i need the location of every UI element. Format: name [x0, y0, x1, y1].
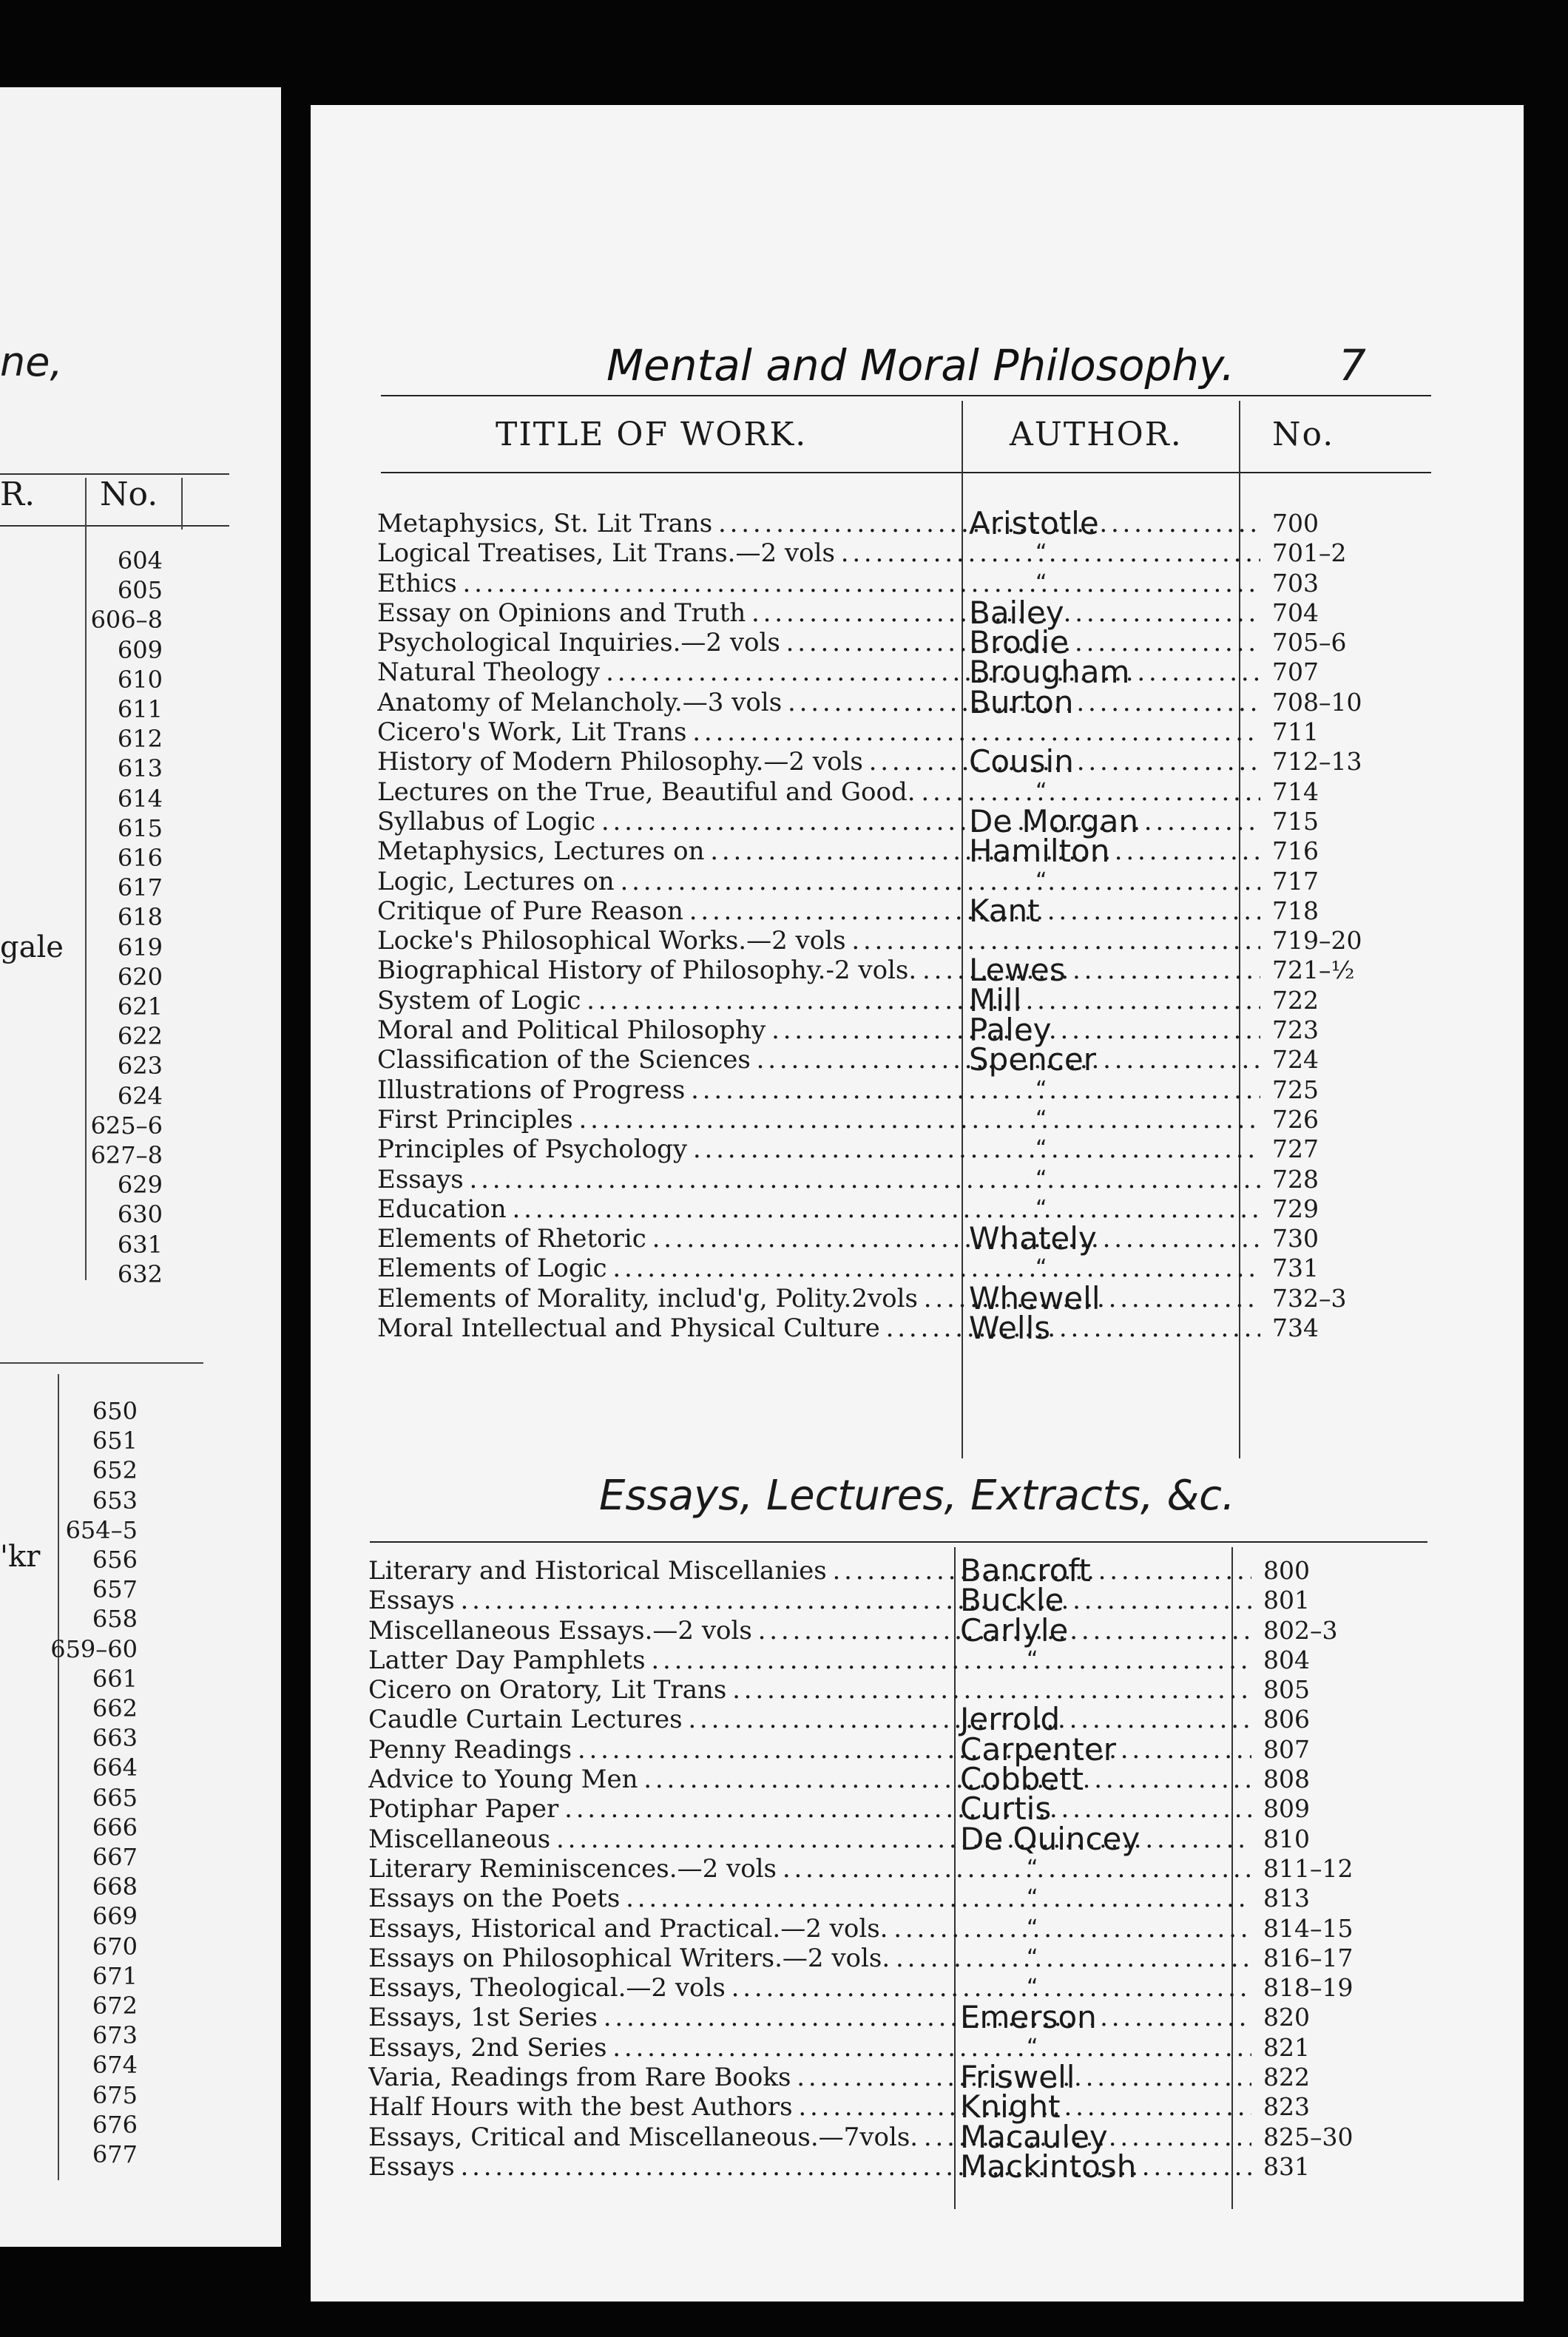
previous-page-number: 618	[117, 903, 163, 932]
previous-page-number: 615	[117, 814, 163, 842]
list-item	[302, 2033, 1515, 2063]
work-title: Essays on Philosophical Writers.—2 vols. . . .	[368, 1944, 1251, 1973]
work-title: Cicero's Work, Lit Trans . . .	[377, 717, 1260, 747]
author-name: Buckle	[960, 1582, 1064, 1619]
list-item	[311, 981, 1524, 1018]
previous-page-side-fragment: 'kr	[0, 1540, 41, 1574]
author-name: Cousin	[969, 743, 1074, 780]
catalog-number: 801	[1263, 1586, 1310, 1615]
list-item	[311, 952, 1524, 989]
catalog-number: 823	[1263, 2092, 1310, 2122]
work-title: Literary Reminiscences.—2 vols . . .	[368, 1854, 1251, 1884]
catalog-number: 725	[1272, 1075, 1319, 1104]
work-title: Essays, Historical and Practical.—2 vols. . . .	[368, 1914, 1251, 1944]
catalog-number: 820	[1263, 2003, 1310, 2032]
author-name: Emerson	[960, 1999, 1097, 2036]
list-item	[302, 1675, 1515, 1705]
catalog-number: 813	[1263, 1884, 1310, 1913]
previous-page-number: 613	[117, 754, 163, 783]
work-title: Moral and Political Philosophy . . .	[377, 1015, 1260, 1045]
catalog-number: 726	[1272, 1104, 1319, 1134]
work-title: Anatomy of Melancholy.—3 vols . . .	[377, 688, 1260, 717]
author-name: Cobbett	[960, 1761, 1084, 1798]
previous-page-number: 651	[92, 1427, 138, 1455]
list-item	[302, 1884, 1515, 1913]
previous-page-heading: ne,	[0, 339, 63, 385]
author-name: “	[1035, 1195, 1047, 1222]
catalog-number: 715	[1272, 806, 1319, 836]
author-name: Whewell	[969, 1279, 1101, 1316]
previous-page-number: 630	[117, 1200, 163, 1229]
previous-page-number: 674	[92, 2051, 138, 2080]
author-name: Curtis	[960, 1790, 1052, 1827]
previous-page-number: 676	[92, 2110, 138, 2139]
list-item	[302, 2118, 1515, 2155]
list-item	[311, 538, 1524, 568]
previous-page-number: 668	[92, 1873, 138, 1901]
catalog-number: 730	[1272, 1224, 1319, 1254]
work-title: Penny Readings . . .	[368, 1735, 1251, 1765]
previous-page-number: 621	[117, 992, 163, 1021]
work-title: Essays . . .	[377, 1165, 1260, 1194]
author-name: “	[1035, 569, 1047, 596]
catalog-number: 811–12	[1263, 1853, 1354, 1883]
author-name: “	[1035, 540, 1047, 567]
list-item	[311, 683, 1524, 720]
previous-page-numbers-top	[74, 546, 163, 1289]
catalog-number: 807	[1263, 1734, 1310, 1764]
work-title: Essay on Opinions and Truth . . .	[377, 598, 1260, 628]
work-title: Illustrations of Progress . . .	[377, 1075, 1260, 1105]
author-name: Whately	[969, 1220, 1097, 1257]
list-item	[302, 1731, 1515, 1768]
previous-page-number: 631	[117, 1230, 163, 1259]
column-header-rule	[381, 472, 1431, 473]
previous-page-number: 669	[92, 1902, 138, 1931]
author-name: “	[1027, 1885, 1038, 1912]
list-item	[311, 594, 1524, 631]
list-item	[311, 1279, 1524, 1316]
list-item	[311, 1134, 1524, 1164]
list-item	[302, 1854, 1515, 1884]
previous-page-number: 658	[92, 1605, 138, 1634]
work-title: Elements of Morality, includ'g, Polity.2vols . . .	[377, 1284, 1260, 1313]
list-item	[311, 505, 1524, 541]
list-item	[311, 833, 1524, 870]
author-name: Aristotle	[969, 505, 1099, 541]
catalog-number: 731	[1272, 1254, 1319, 1283]
author-name: Spencer	[969, 1041, 1096, 1078]
previous-page-number: 617	[117, 873, 163, 902]
work-title: Essays, Critical and Miscellaneous.—7vols. . . .	[368, 2123, 1251, 2152]
section-rule	[370, 1541, 1427, 1543]
work-title: First Principles . . .	[377, 1105, 1260, 1134]
catalog-number: 810	[1263, 1824, 1310, 1853]
list-item	[311, 777, 1524, 807]
work-title: Metaphysics, Lectures on . . .	[377, 836, 1260, 866]
previous-page-number: 657	[92, 1575, 138, 1604]
catalog-number: 704	[1272, 598, 1319, 627]
catalog-number: 728	[1272, 1164, 1319, 1194]
catalog-number: 831	[1263, 2151, 1310, 2181]
list-item	[311, 1041, 1524, 1078]
previous-page-side-fragment: gale	[0, 930, 64, 964]
previous-page-number: 671	[92, 1961, 138, 1990]
divider	[0, 1362, 203, 1364]
previous-page-number: 652	[92, 1456, 138, 1485]
author-name: Carpenter	[960, 1731, 1117, 1768]
previous-page-number: 654–5	[65, 1515, 138, 1544]
work-title: System of Logic . . .	[377, 986, 1260, 1015]
author-name: “	[1035, 1166, 1047, 1192]
catalog-number: 722	[1272, 985, 1319, 1015]
list-item	[311, 926, 1524, 956]
previous-page-number: 622	[117, 1022, 163, 1051]
catalog-number: 712–13	[1272, 747, 1362, 777]
catalog-number: 802–3	[1263, 1615, 1338, 1645]
work-title: Logical Treatises, Lit Trans.—2 vols . . .	[377, 538, 1260, 568]
column-header-author: AUTHOR.	[1010, 416, 1183, 453]
list-item	[311, 1194, 1524, 1224]
catalog-number: 734	[1272, 1313, 1319, 1343]
previous-page-number: 627–8	[90, 1141, 163, 1170]
work-title: Biographical History of Philosophy.-2 vols. . . .	[377, 956, 1260, 985]
catalog-number: 708–10	[1272, 687, 1362, 717]
list-item	[311, 569, 1524, 598]
author-name: “	[1035, 778, 1047, 805]
list-item	[302, 1790, 1515, 1827]
previous-page-number: 616	[117, 844, 163, 873]
catalog-number: 719–20	[1272, 926, 1362, 956]
catalog-number: 723	[1272, 1015, 1319, 1045]
author-name: Kant	[969, 892, 1040, 929]
previous-page-number: 653	[92, 1486, 138, 1515]
work-title: Lectures on the True, Beautiful and Good. . . .	[377, 777, 1260, 807]
author-name: “	[1027, 1855, 1038, 1881]
work-title: Principles of Psychology . . .	[377, 1134, 1260, 1164]
list-item	[311, 624, 1524, 661]
philosophy-list	[311, 505, 1524, 1347]
list-item	[302, 2089, 1515, 2125]
previous-page-number: 610	[117, 665, 163, 694]
catalog-number: 808	[1263, 1765, 1310, 1794]
previous-page-number: 662	[92, 1694, 138, 1723]
divider	[0, 525, 229, 527]
author-name: Friswell	[960, 2059, 1075, 2096]
author-name: Bailey	[969, 594, 1064, 631]
catalog-number: 718	[1272, 896, 1319, 925]
work-title: Essays, 1st Series . . .	[368, 2003, 1251, 2032]
previous-page-number: 663	[92, 1724, 138, 1753]
work-title: Natural Theology . . .	[377, 657, 1260, 687]
work-title: Metaphysics, St. Lit Trans . . .	[377, 509, 1260, 538]
previous-page-number: 604	[117, 547, 163, 575]
previous-page-number: 632	[117, 1259, 163, 1288]
work-title: Education . . .	[377, 1194, 1260, 1224]
author-name: “	[1027, 1646, 1038, 1673]
previous-page-number: 665	[92, 1783, 138, 1812]
work-title: Psychological Inquiries.—2 vols . . .	[377, 628, 1260, 657]
catalog-number: 705–6	[1272, 628, 1347, 657]
author-name: Jerrold	[960, 1701, 1061, 1738]
list-item	[311, 1012, 1524, 1049]
previous-page-number: 612	[117, 725, 163, 754]
list-item	[302, 1944, 1515, 1973]
author-name: Knight	[960, 2089, 1061, 2125]
previous-page-number: 675	[92, 2080, 138, 2109]
catalog-number: 701–2	[1272, 538, 1347, 568]
list-item	[302, 1611, 1515, 1648]
author-name: “	[1035, 1076, 1047, 1103]
list-item	[311, 717, 1524, 747]
list-item	[302, 1552, 1515, 1589]
work-title: Half Hours with the best Authors . . .	[368, 2092, 1251, 2122]
list-item	[302, 2059, 1515, 2096]
work-title: Essays, Theological.—2 vols . . .	[368, 1973, 1251, 2003]
column-header-no: No.	[1272, 416, 1335, 453]
catalog-number: 805	[1263, 1675, 1310, 1705]
catalog-number: 700	[1272, 509, 1319, 538]
previous-page-number: 623	[117, 1052, 163, 1080]
author-name: Mill	[969, 981, 1022, 1018]
catalog-number: 707	[1272, 657, 1319, 687]
previous-page-number: 666	[92, 1813, 138, 1841]
catalog-number: 821	[1263, 2032, 1310, 2062]
divider	[0, 473, 229, 475]
list-item	[311, 1105, 1524, 1134]
author-name: Hamilton	[969, 833, 1110, 870]
author-name: “	[1027, 1944, 1038, 1971]
catalog-number: 814–15	[1263, 1913, 1354, 1943]
catalog-number: 809	[1263, 1794, 1310, 1824]
author-name: “	[1035, 1255, 1047, 1282]
author-name: Mackintosh	[960, 2148, 1137, 2185]
catalog-page	[311, 105, 1524, 2302]
list-item	[302, 1701, 1515, 1738]
previous-page-number: 673	[92, 2021, 138, 2050]
catalog-number: 825–30	[1263, 2122, 1354, 2151]
previous-page-number: 667	[92, 1843, 138, 1872]
author-name: “	[1035, 1106, 1047, 1132]
catalog-number: 721–½	[1272, 956, 1355, 985]
catalog-number: 732–3	[1272, 1283, 1347, 1313]
work-title: Ethics . . .	[377, 569, 1260, 598]
previous-page-number: 661	[92, 1664, 138, 1693]
previous-page-number: 659–60	[50, 1634, 138, 1663]
author-name: Paley	[969, 1012, 1052, 1049]
previous-page-number: 611	[117, 695, 163, 724]
catalog-number: 729	[1272, 1194, 1319, 1223]
author-name: Wells	[969, 1310, 1051, 1347]
author-name: “	[1027, 1915, 1038, 1941]
previous-page-numbers-bottom	[49, 1396, 138, 2169]
previous-page-number: 650	[92, 1397, 138, 1425]
previous-page-column-label-fragment: R.	[0, 476, 36, 513]
work-title: Miscellaneous Essays.—2 vols . . .	[368, 1616, 1251, 1646]
list-item	[311, 1075, 1524, 1105]
list-item	[302, 1761, 1515, 1798]
work-title: Caudle Curtain Lectures . . .	[368, 1705, 1251, 1734]
catalog-number: 714	[1272, 777, 1319, 806]
work-title: Syllabus of Logic . . .	[377, 807, 1260, 836]
work-title: Essays . . .	[368, 2152, 1251, 2182]
work-title: History of Modern Philosophy.—2 vols . . .	[377, 747, 1260, 777]
catalog-number: 703	[1272, 568, 1319, 598]
header-rule	[381, 395, 1431, 396]
previous-page-number: 624	[117, 1081, 163, 1110]
list-item	[302, 1820, 1515, 1857]
catalog-number: 800	[1263, 1556, 1310, 1585]
catalog-number: 822	[1263, 2063, 1310, 2092]
work-title: Latter Day Pamphlets . . .	[368, 1646, 1251, 1675]
author-name: Lewes	[969, 952, 1066, 989]
column-header-title: TITLE OF WORK.	[496, 416, 808, 453]
previous-page-number: 606–8	[90, 606, 163, 635]
list-item	[302, 1973, 1515, 2003]
author-name: Bancroft	[960, 1552, 1091, 1589]
list-item	[311, 654, 1524, 691]
author-name: “	[1035, 1136, 1047, 1163]
catalog-number: 727	[1272, 1134, 1319, 1164]
previous-page-number: 670	[92, 1932, 138, 1961]
catalog-number: 717	[1272, 866, 1319, 896]
work-title: Potiphar Paper . . .	[368, 1794, 1251, 1824]
previous-page-fragment	[0, 87, 281, 2247]
catalog-number: 818–19	[1263, 1973, 1354, 2003]
work-title: Advice to Young Men . . .	[368, 1765, 1251, 1794]
catalog-number: 804	[1263, 1645, 1310, 1674]
list-item	[302, 1999, 1515, 2036]
work-title: Miscellaneous . . .	[368, 1824, 1251, 1854]
work-title: Literary and Historical Miscellanies . . .	[368, 1556, 1251, 1586]
author-name: Carlyle	[960, 1611, 1069, 1648]
list-item	[311, 892, 1524, 929]
list-item	[311, 743, 1524, 780]
work-title: Elements of Rhetoric . . .	[377, 1224, 1260, 1254]
author-name: De Morgan	[969, 802, 1139, 839]
previous-page-number: 609	[117, 635, 163, 664]
author-name: “	[1027, 2034, 1038, 2060]
work-title: Critique of Pure Reason . . .	[377, 896, 1260, 926]
work-title: Cicero on Oratory, Lit Trans . . .	[368, 1675, 1251, 1705]
previous-page-number: 629	[117, 1171, 163, 1200]
list-item	[311, 802, 1524, 839]
work-title: Moral Intellectual and Physical Culture . . .	[377, 1313, 1260, 1343]
previous-page-number: 656	[92, 1546, 138, 1575]
work-title: Essays . . .	[368, 1586, 1251, 1615]
author-name: “	[1027, 1975, 1038, 2001]
previous-page-number: 677	[92, 2140, 138, 2169]
essays-list	[302, 1552, 1515, 2185]
catalog-number: 806	[1263, 1705, 1310, 1734]
work-title: Locke's Philosophical Works.—2 vols . . .	[377, 926, 1260, 956]
catalog-number: 716	[1272, 836, 1319, 866]
page-heading: Mental and Moral Philosophy.	[606, 340, 1235, 390]
section-heading: Essays, Lectures, Extracts, &c.	[599, 1472, 1235, 1520]
work-title: Essays on the Poets . . .	[368, 1884, 1251, 1913]
author-name: Brougham	[969, 654, 1130, 691]
work-title: Essays, 2nd Series . . .	[368, 2033, 1251, 2063]
catalog-number: 724	[1272, 1045, 1319, 1075]
list-item	[311, 1220, 1524, 1257]
list-item	[302, 1914, 1515, 1944]
previous-page-number: 625–6	[90, 1111, 163, 1140]
page-number: 7	[1339, 340, 1366, 390]
catalog-number: 711	[1272, 717, 1319, 747]
previous-page-column-label: No.	[100, 476, 158, 513]
list-item	[302, 1646, 1515, 1675]
list-item	[311, 1310, 1524, 1347]
list-item	[302, 1582, 1515, 1619]
list-item	[311, 1254, 1524, 1283]
previous-page-number: 614	[117, 784, 163, 813]
author-name: Macauley	[960, 2118, 1108, 2155]
list-item	[311, 1165, 1524, 1194]
previous-page-number: 605	[117, 576, 163, 605]
author-name: Brodie	[969, 624, 1069, 661]
column-divider	[181, 478, 183, 530]
author-name: De Quincey	[960, 1820, 1140, 1857]
work-title: Classification of the Sciences . . .	[377, 1045, 1260, 1075]
previous-page-number: 620	[117, 962, 163, 991]
work-title: Varia, Readings from Rare Books . . .	[368, 2063, 1251, 2092]
previous-page-number: 672	[92, 1992, 138, 2020]
previous-page-number: 664	[92, 1753, 138, 1782]
author-name: “	[1035, 868, 1047, 894]
work-title: Logic, Lectures on . . .	[377, 867, 1260, 896]
catalog-number: 816–17	[1263, 1943, 1354, 1972]
list-item	[302, 2148, 1515, 2185]
list-item	[311, 867, 1524, 896]
author-name: Burton	[969, 683, 1074, 720]
work-title: Elements of Logic . . .	[377, 1254, 1260, 1283]
previous-page-number: 619	[117, 933, 163, 961]
